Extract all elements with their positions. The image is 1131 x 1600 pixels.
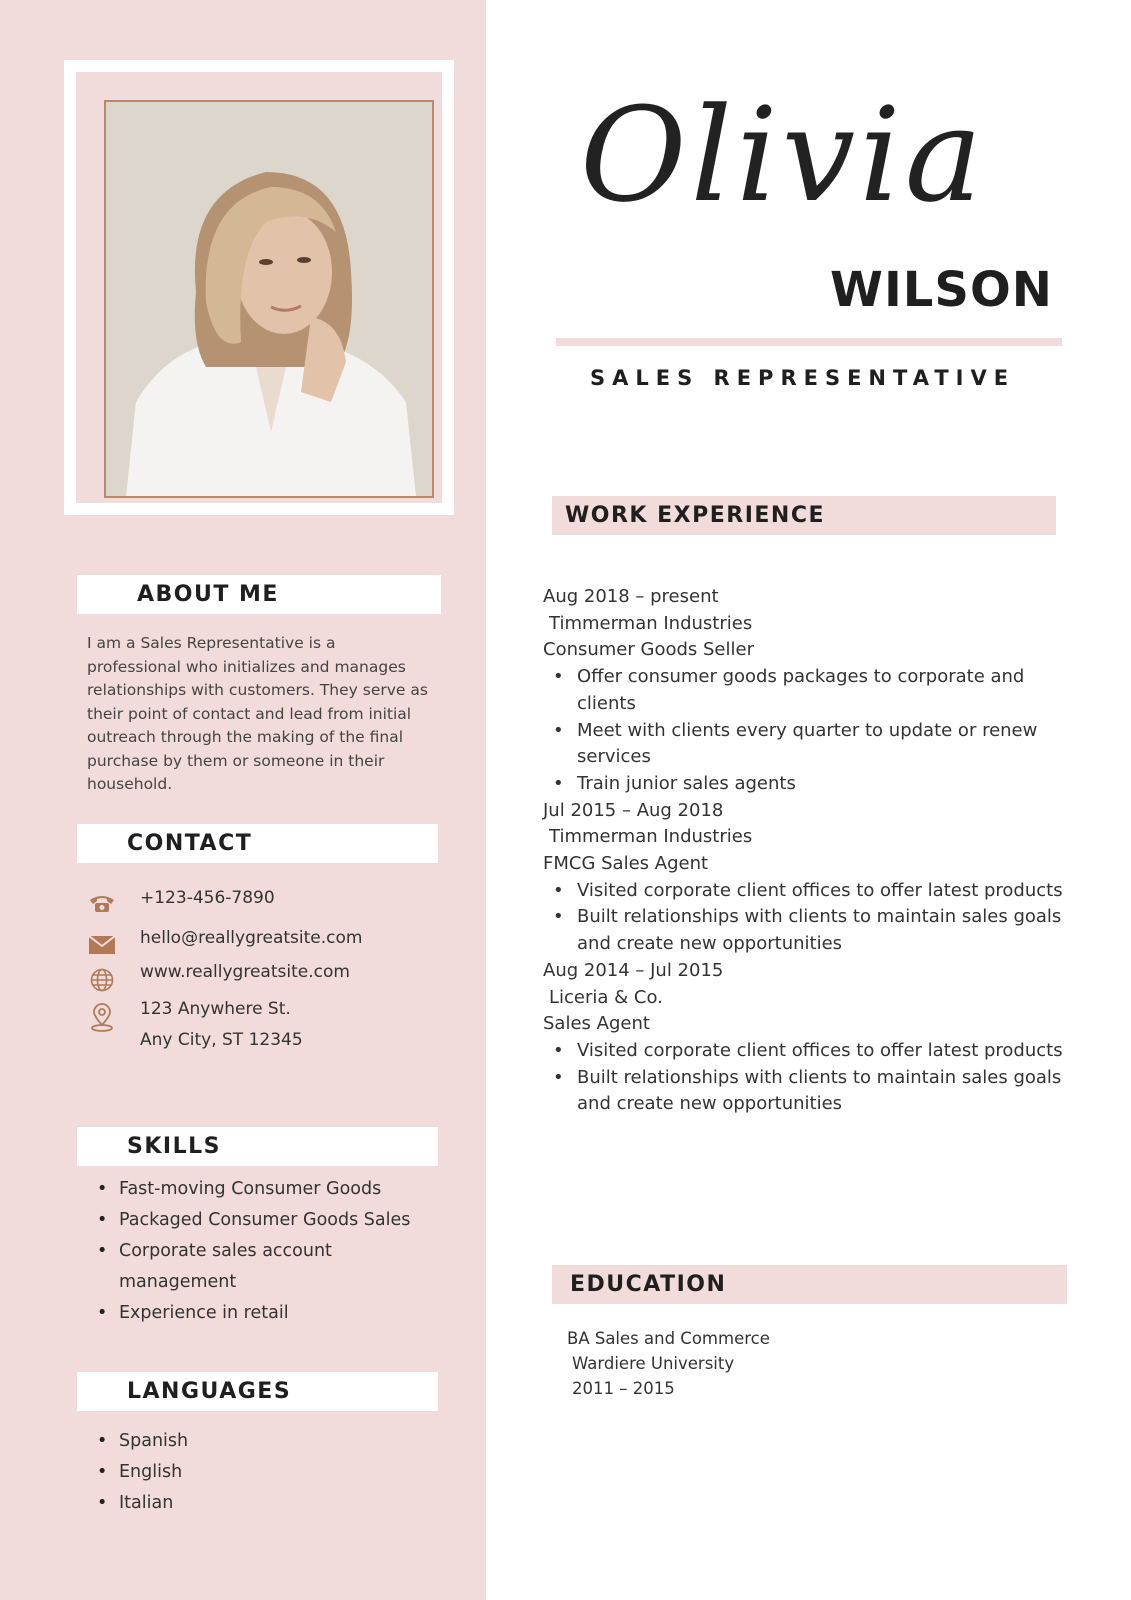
languages-heading: LANGUAGES: [77, 1372, 438, 1411]
job-company: Timmerman Industries: [549, 826, 753, 848]
job-company: Liceria & Co.: [549, 986, 663, 1008]
last-name: WILSON: [830, 262, 1053, 318]
contact-address: [88, 999, 303, 1050]
contact-phone: [88, 888, 275, 916]
contact-website: [88, 962, 350, 993]
job-bullets: [543, 1038, 1063, 1118]
education-school: Wardiere University: [572, 1354, 735, 1373]
job-dates: Jul 2015 – Aug 2018: [543, 799, 724, 821]
job-role: Sales Agent: [543, 1013, 650, 1035]
about-text: I am a Sales Representative is a professional who initializes and manages relationships with customers. They serve as their point of contact and lead from initial outreach through the making of the final purchase by them or someone in their household.: [87, 634, 428, 793]
education-years: 2011 – 2015: [572, 1379, 675, 1398]
portrait-photo: [106, 102, 432, 496]
skill-item: • Experience in retail: [97, 1298, 437, 1329]
job-bullet: • Train junior sales agents: [543, 771, 1063, 798]
job-bullet: • Built relationships with clients to maintain sales goals and create new opportunities: [543, 1065, 1063, 1118]
about-heading: ABOUT ME: [77, 575, 441, 614]
phone-icon: [88, 890, 116, 916]
language-item: • Italian: [97, 1488, 397, 1519]
job-role: Consumer Goods Seller: [543, 639, 754, 661]
job-role: FMCG Sales Agent: [543, 853, 709, 875]
job-title: SALES REPRESENTATIVE: [590, 366, 1016, 390]
job-bullet: • Built relationships with clients to maintain sales goals and create new opportunities: [543, 904, 1063, 957]
skills-list: [97, 1174, 437, 1329]
email-text[interactable]: hello@reallygreatsite.com: [140, 928, 363, 948]
contact-heading: CONTACT: [77, 824, 438, 863]
skill-item: • Packaged Consumer Goods Sales: [97, 1205, 437, 1236]
website-text[interactable]: www.reallygreatsite.com: [140, 962, 350, 982]
education-block: [567, 1326, 770, 1401]
job-bullet: • Visited corporate client offices to offer latest products: [543, 1038, 1063, 1065]
title-divider: [556, 338, 1062, 346]
job-bullets: [543, 878, 1063, 958]
education-degree: BA Sales and Commerce: [567, 1329, 770, 1348]
education-heading: EDUCATION: [552, 1265, 1067, 1304]
skill-item: • Fast-moving Consumer Goods: [97, 1174, 437, 1205]
work-list: [543, 584, 1063, 1118]
globe-icon: [88, 967, 116, 993]
job-bullet: • Meet with clients every quarter to update or renew services: [543, 718, 1063, 771]
languages-list: [97, 1426, 397, 1519]
job-bullets: [543, 664, 1063, 798]
job-bullet: • Offer consumer goods packages to corporate and clients: [543, 664, 1063, 717]
first-name: Olivia: [580, 79, 987, 231]
skill-item: • Corporate sales account management: [97, 1236, 359, 1298]
job-company: Timmerman Industries: [549, 612, 753, 634]
language-item: • Spanish: [97, 1426, 397, 1457]
address-line1: 123 Anywhere St.: [140, 999, 291, 1019]
location-pin-icon: [88, 1003, 116, 1033]
photo-frame: [64, 60, 454, 515]
phone-text[interactable]: +123-456-7890: [140, 888, 275, 908]
job-dates: Aug 2014 – Jul 2015: [543, 959, 724, 981]
job-dates: Aug 2018 – present: [543, 586, 719, 607]
contact-email: [88, 928, 363, 958]
work-heading: WORK EXPERIENCE: [552, 496, 1056, 535]
mail-icon: [88, 932, 116, 958]
job-bullet: • Visited corporate client offices to offer latest products: [543, 878, 1063, 905]
language-item: • English: [97, 1457, 397, 1488]
address-line2: Any City, ST 12345: [140, 1030, 303, 1050]
skills-heading: SKILLS: [77, 1127, 438, 1166]
profile-photo: [104, 100, 434, 498]
